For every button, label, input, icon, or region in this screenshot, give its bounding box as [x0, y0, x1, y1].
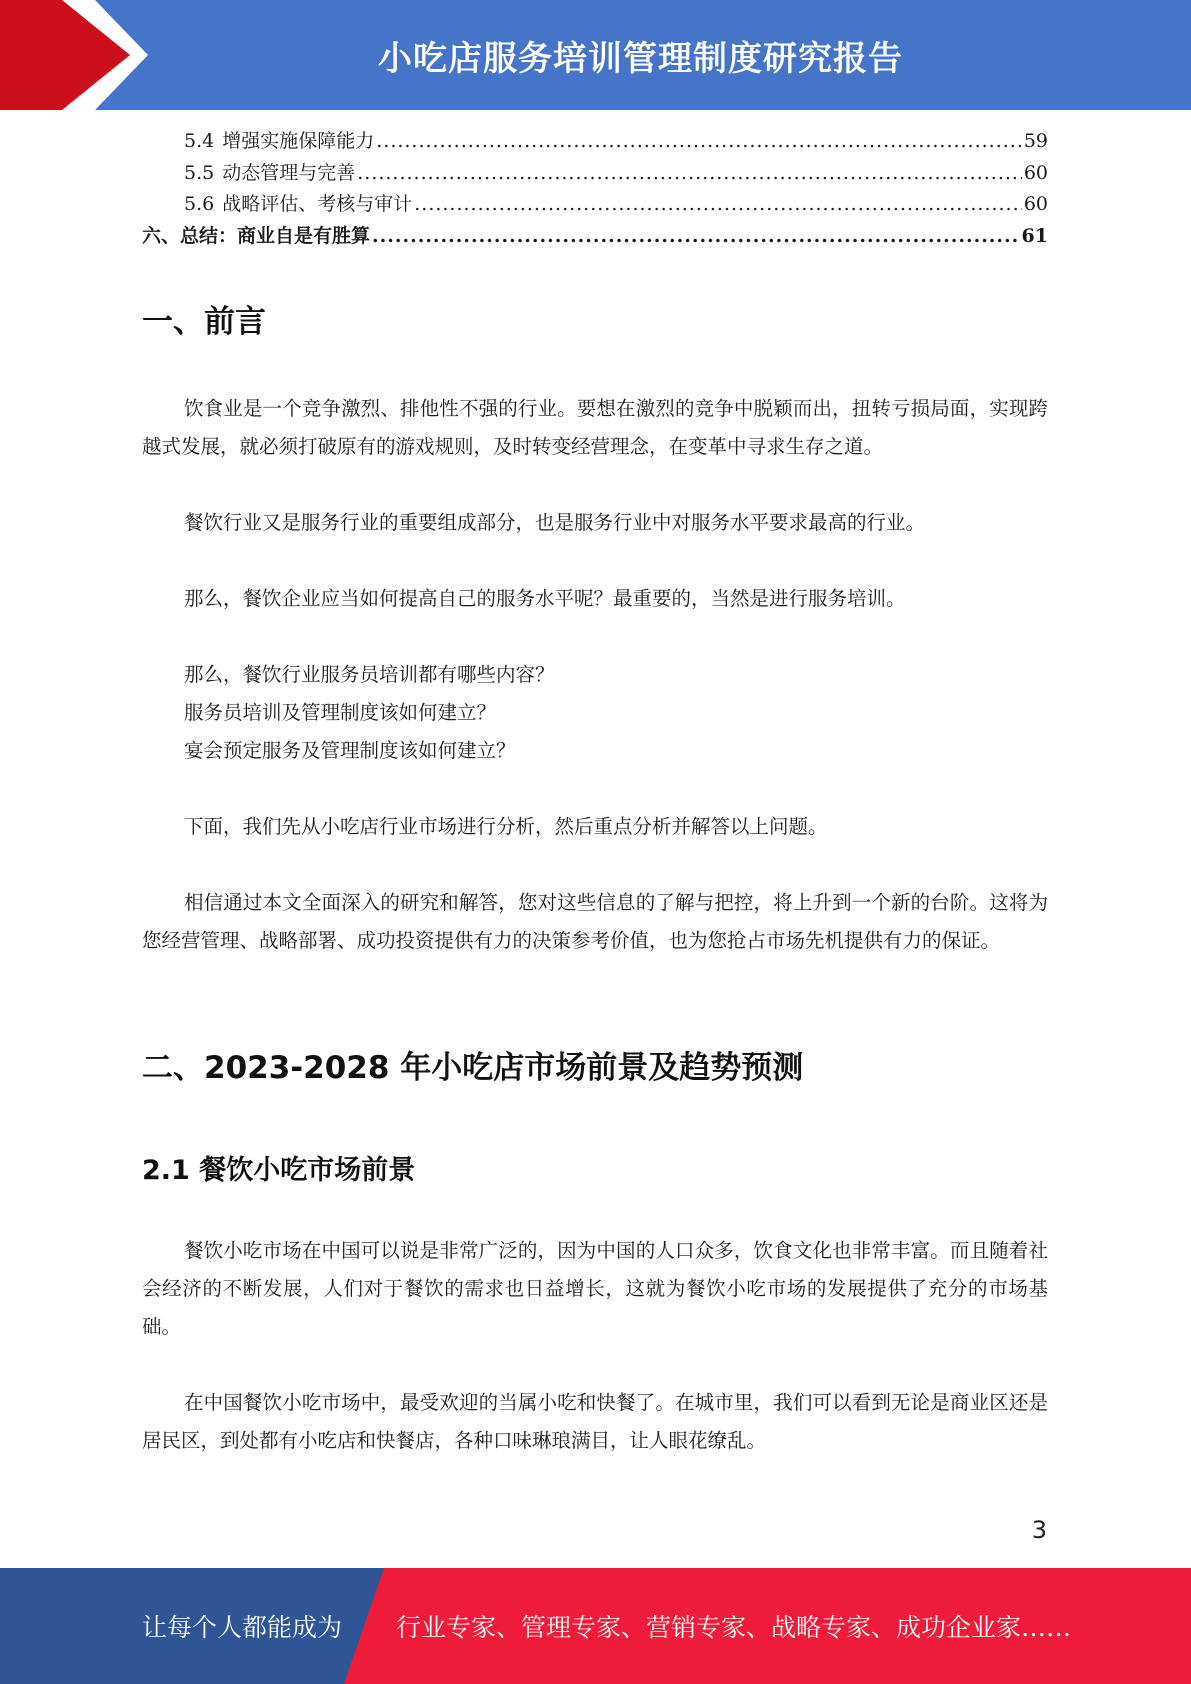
- header-band: [0, 0, 1191, 110]
- preface-question: 服务员培训及管理制度该如何建立？: [184, 701, 497, 724]
- preface-paragraph-5: 相信通过本文全面深入的研究和解答，您对这些信息的了解与把控，将上升到一个新的台阶。这将为您经营管理、战略部署、成功投资提供有力的决策参考价值，也为您抢占市场先机提供有力的保证。: [142, 891, 1048, 952]
- table-of-contents: [142, 126, 1048, 252]
- subsection-heading-market-prospect: 2.1 餐饮小吃市场前景: [142, 1155, 416, 1186]
- footer-band: [0, 1568, 1191, 1684]
- section-heading-forecast: 二、2023-2028 年小吃店市场前景及趋势预测: [142, 1050, 804, 1086]
- toc-entry-page: 59: [1023, 130, 1048, 152]
- forecast-paragraph-2: 在中国餐饮小吃市场中，最受欢迎的当属小吃和快餐了。在城市里，我们可以看到无论是商业区还是居民区，到处都有小吃店和快餐店，各种口味琳琅满目，让人眼花缭乱。: [142, 1391, 1048, 1452]
- toc-leader-dots: [376, 130, 1022, 152]
- page-number: 3: [1031, 1516, 1047, 1544]
- preface-paragraph-3: 那么，餐饮企业应当如何提高自己的服务水平呢？最重要的，当然是进行服务培训。: [184, 587, 906, 610]
- report-title: 小吃店服务培训管理制度研究报告: [378, 38, 903, 79]
- toc-entry[interactable]: [142, 158, 1048, 190]
- preface-paragraph-4: 下面，我们先从小吃店行业市场进行分析，然后重点分析并解答以上问题。: [184, 815, 828, 838]
- forecast-paragraph-1: 餐饮小吃市场在中国可以说是非常广泛的，因为中国的人口众多，饮食文化也非常丰富。而且随着社会经济的不断发展，人们对于餐饮的需求也日益增长，这就为餐饮小吃市场的发展提供了充分的市场基础。: [142, 1239, 1048, 1338]
- preface-question: 宴会预定服务及管理制度该如何建立？: [184, 739, 516, 762]
- preface-paragraph-2: 餐饮行业又是服务行业的重要组成部分，也是服务行业中对服务水平要求最高的行业。: [184, 511, 926, 534]
- preface-question-list: [142, 656, 1048, 770]
- toc-entry[interactable]: [142, 126, 1048, 158]
- toc-entry-title: 战略评估、考核与审计: [222, 193, 413, 215]
- preface-question: 那么，餐饮行业服务员培训都有哪些内容？: [184, 663, 555, 686]
- toc-entry-number: 5.5: [184, 161, 215, 184]
- toc-leader-dots: [357, 162, 1022, 184]
- header-arrow-decoration: [0, 0, 160, 110]
- toc-entry[interactable]: [142, 221, 1048, 253]
- toc-entry-page: 60: [1023, 161, 1048, 184]
- toc-entry-title: 动态管理与完善: [222, 161, 356, 184]
- toc-entry-title: 增强实施保障能力: [222, 130, 375, 152]
- toc-entry-page: 60: [1023, 193, 1048, 215]
- toc-leader-dots: [414, 193, 1022, 215]
- toc-entry[interactable]: [142, 189, 1048, 221]
- toc-entry-number: 5.4: [184, 130, 215, 152]
- toc-leader-dots: [372, 225, 1020, 247]
- toc-entry-number: 5.6: [184, 193, 215, 215]
- toc-entry-title: 六、总结：商业自是有胜算: [142, 224, 371, 247]
- footer-slogan-right: 行业专家、管理专家、营销专家、战略专家、成功企业家……: [396, 1613, 1072, 1642]
- preface-paragraph-1: 饮食业是一个竞争激烈、排他性不强的行业。要想在激烈的竞争中脱颖而出，扭转亏损局面，实现跨越式发展，就必须打破原有的游戏规则，及时转变经营理念，在变革中寻求生存之道。: [142, 397, 1048, 458]
- section-heading-preface: 一、前言: [142, 304, 266, 340]
- footer-slogan-left: 让每个人都能成为: [142, 1613, 343, 1642]
- toc-entry-page: 61: [1021, 224, 1048, 247]
